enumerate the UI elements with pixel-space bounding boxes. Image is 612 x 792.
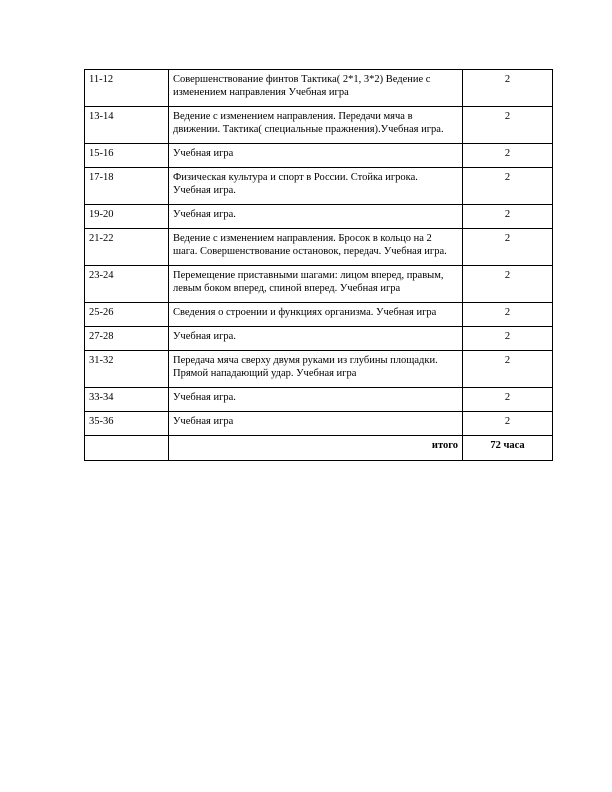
lesson-topic: Учебная игра. — [169, 205, 463, 229]
lesson-hours: 2 — [463, 70, 553, 107]
table-row — [85, 107, 553, 144]
lesson-number: 17-18 — [85, 168, 169, 205]
lesson-topic: Учебная игра — [169, 412, 463, 436]
lesson-number: 15-16 — [85, 144, 169, 168]
lesson-number: 13-14 — [85, 107, 169, 144]
lesson-topic: Учебная игра — [169, 144, 463, 168]
lesson-hours: 2 — [463, 144, 553, 168]
lesson-hours: 2 — [463, 388, 553, 412]
lesson-topic: Ведение с изменением направления. Передачи мяча в движении. Тактика( специальные пражнения).Учебная игра. — [169, 107, 463, 144]
table-row — [85, 70, 553, 107]
lesson-hours: 2 — [463, 351, 553, 388]
total-empty-cell — [85, 436, 169, 461]
total-hours-value: 72 часа — [463, 436, 553, 461]
lesson-hours: 2 — [463, 229, 553, 266]
total-row — [85, 436, 553, 461]
total-label: итого — [169, 436, 463, 461]
lesson-plan-body — [85, 70, 553, 461]
lesson-number: 21-22 — [85, 229, 169, 266]
table-row — [85, 229, 553, 266]
lesson-plan-table — [84, 69, 553, 461]
lesson-number: 25-26 — [85, 303, 169, 327]
lesson-topic: Ведение с изменением направления. Бросок в кольцо на 2 шага. Совершенствование остановок, передач. Учебная игра. — [169, 229, 463, 266]
lesson-number: 23-24 — [85, 266, 169, 303]
table-row — [85, 303, 553, 327]
lesson-topic: Сведения о строении и функциях организма. Учебная игра — [169, 303, 463, 327]
lesson-topic: Физическая культура и спорт в России. Стойка игрока. Учебная игра. — [169, 168, 463, 205]
lesson-number: 35-36 — [85, 412, 169, 436]
lesson-number: 33-34 — [85, 388, 169, 412]
lesson-hours: 2 — [463, 327, 553, 351]
lesson-topic: Передача мяча сверху двумя руками из глубины площадки. Прямой нападающий удар. Учебная игра — [169, 351, 463, 388]
table-row — [85, 412, 553, 436]
lesson-hours: 2 — [463, 107, 553, 144]
table-row — [85, 144, 553, 168]
lesson-hours: 2 — [463, 303, 553, 327]
table-row — [85, 327, 553, 351]
table-row — [85, 351, 553, 388]
lesson-number: 27-28 — [85, 327, 169, 351]
lesson-topic: Учебная игра. — [169, 388, 463, 412]
lesson-topic: Учебная игра. — [169, 327, 463, 351]
lesson-hours: 2 — [463, 205, 553, 229]
lesson-topic: Перемещение приставными шагами: лицом вперед, правым, левым боком вперед, спиной вперед. Учебная игра — [169, 266, 463, 303]
lesson-number: 19-20 — [85, 205, 169, 229]
lesson-hours: 2 — [463, 412, 553, 436]
table-row — [85, 168, 553, 205]
table-row — [85, 266, 553, 303]
lesson-number: 11-12 — [85, 70, 169, 107]
lesson-topic: Совершенствование финтов Тактика( 2*1, 3*2) Ведение с изменением направления Учебная игра — [169, 70, 463, 107]
lesson-hours: 2 — [463, 168, 553, 205]
table-row — [85, 388, 553, 412]
table-row — [85, 205, 553, 229]
lesson-hours: 2 — [463, 266, 553, 303]
lesson-number: 31-32 — [85, 351, 169, 388]
